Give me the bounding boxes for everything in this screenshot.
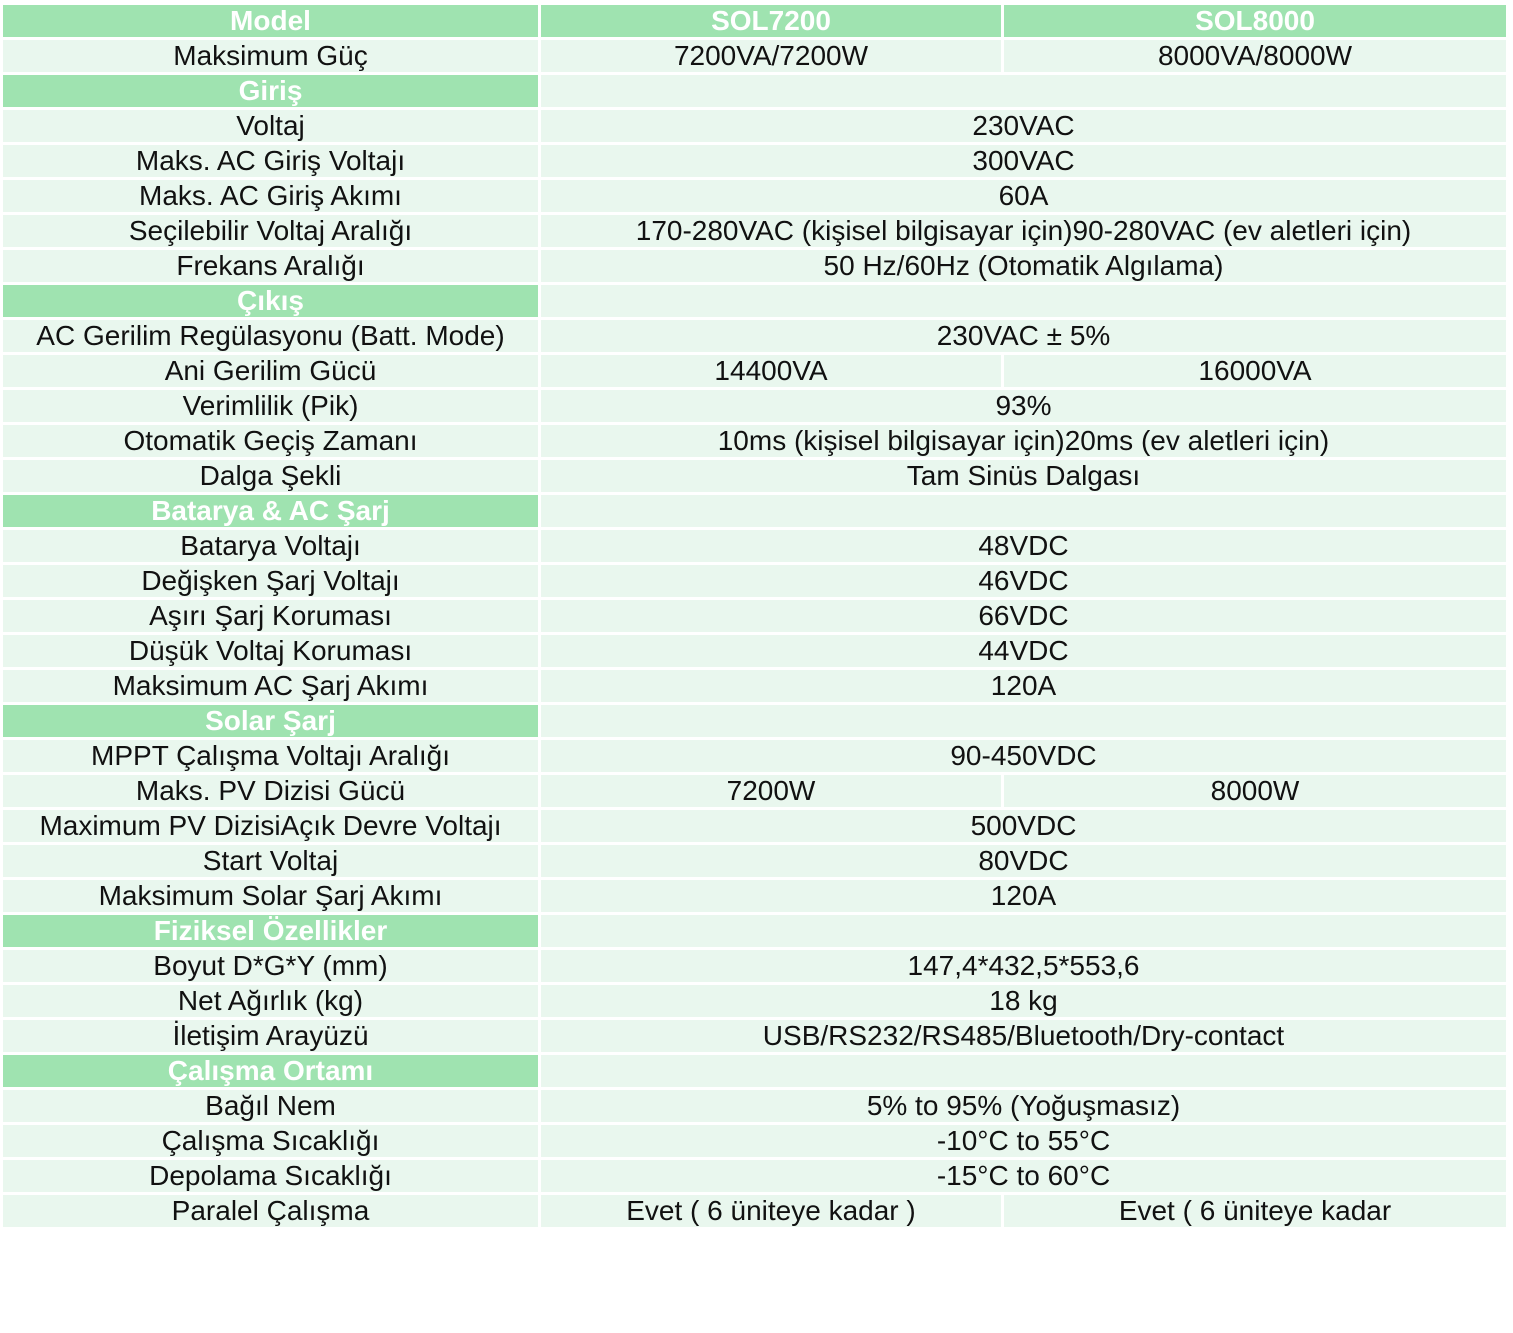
row-label: Paralel Çalışma	[3, 1195, 541, 1230]
row-value-sol7200: Evet ( 6 üniteye kadar )	[541, 1195, 1004, 1230]
row-value-sol7200: 14400VA	[541, 355, 1004, 390]
table-row	[3, 740, 1509, 775]
section-row	[3, 1055, 1509, 1090]
table-row	[3, 845, 1509, 880]
row-label: Seçilebilir Voltaj Aralığı	[3, 215, 541, 250]
table-row	[3, 985, 1509, 1020]
row-label: Verimlilik (Pik)	[3, 390, 541, 425]
row-label: Depolama Sıcaklığı	[3, 1160, 541, 1195]
table-row	[3, 810, 1509, 845]
section-spacer	[541, 75, 1509, 110]
row-label: MPPT Çalışma Voltajı Aralığı	[3, 740, 541, 775]
table-row	[3, 1090, 1509, 1125]
table-row	[3, 1160, 1509, 1195]
row-value-shared: 170-280VAC (kişisel bilgisayar için)90-280VAC (ev aletleri için)	[541, 215, 1509, 250]
row-value-shared: 44VDC	[541, 635, 1509, 670]
row-value-shared: Tam Sinüs Dalgası	[541, 460, 1509, 495]
row-value-shared: 18 kg	[541, 985, 1509, 1020]
table-row	[3, 40, 1509, 75]
section-row	[3, 495, 1509, 530]
section-title: Fiziksel Özellikler	[3, 915, 541, 950]
row-label: Maksimum Solar Şarj Akımı	[3, 880, 541, 915]
model-col2-header: SOL8000	[1004, 5, 1509, 40]
section-spacer	[541, 915, 1509, 950]
table-row	[3, 880, 1509, 915]
table-row	[3, 950, 1509, 985]
table-row	[3, 565, 1509, 600]
section-spacer	[541, 1055, 1509, 1090]
row-label: AC Gerilim Regülasyonu (Batt. Mode)	[3, 320, 541, 355]
row-value-shared: 5% to 95% (Yoğuşmasız)	[541, 1090, 1509, 1125]
row-value-shared: 46VDC	[541, 565, 1509, 600]
row-value-shared: 80VDC	[541, 845, 1509, 880]
row-label: Ani Gerilim Gücü	[3, 355, 541, 390]
row-value-sol8000: 8000VA/8000W	[1004, 40, 1509, 75]
row-label: Çalışma Sıcaklığı	[3, 1125, 541, 1160]
row-label: Dalga Şekli	[3, 460, 541, 495]
row-value-shared: 93%	[541, 390, 1509, 425]
row-value-shared: 230VAC	[541, 110, 1509, 145]
row-value-shared: -10°C to 55°C	[541, 1125, 1509, 1160]
spec-table	[3, 5, 1509, 1230]
table-row	[3, 215, 1509, 250]
row-label: Maximum PV DizisiAçık Devre Voltajı	[3, 810, 541, 845]
section-row	[3, 915, 1509, 950]
section-title: Giriş	[3, 75, 541, 110]
table-row	[3, 145, 1509, 180]
model-header: Model	[3, 5, 541, 40]
row-value-shared: -15°C to 60°C	[541, 1160, 1509, 1195]
table-row	[3, 670, 1509, 705]
row-value-shared: 120A	[541, 880, 1509, 915]
row-value-shared: USB/RS232/RS485/Bluetooth/Dry-contact	[541, 1020, 1509, 1055]
row-label: Maksimum AC Şarj Akımı	[3, 670, 541, 705]
row-value-shared: 300VAC	[541, 145, 1509, 180]
row-value-shared: 500VDC	[541, 810, 1509, 845]
model-col1-header: SOL7200	[541, 5, 1004, 40]
row-label: Boyut D*G*Y (mm)	[3, 950, 541, 985]
table-row	[3, 460, 1509, 495]
row-value-sol8000: Evet ( 6 üniteye kadar	[1004, 1195, 1509, 1230]
row-value-shared: 147,4*432,5*553,6	[541, 950, 1509, 985]
row-label: Batarya Voltajı	[3, 530, 541, 565]
row-label: Voltaj	[3, 110, 541, 145]
table-row	[3, 110, 1509, 145]
table-row	[3, 1195, 1509, 1230]
row-label: Frekans Aralığı	[3, 250, 541, 285]
row-label: Değişken Şarj Voltajı	[3, 565, 541, 600]
table-row	[3, 635, 1509, 670]
row-label: Aşırı Şarj Koruması	[3, 600, 541, 635]
row-label: Otomatik Geçiş Zamanı	[3, 425, 541, 460]
row-label: Maks. PV Dizisi Gücü	[3, 775, 541, 810]
table-row	[3, 250, 1509, 285]
table-row	[3, 425, 1509, 460]
row-label: Net Ağırlık (kg)	[3, 985, 541, 1020]
header-row	[3, 5, 1509, 40]
section-row	[3, 285, 1509, 320]
table-row	[3, 600, 1509, 635]
row-value-sol7200: 7200VA/7200W	[541, 40, 1004, 75]
row-value-shared: 66VDC	[541, 600, 1509, 635]
row-value-shared: 120A	[541, 670, 1509, 705]
row-label: Maks. AC Giriş Voltajı	[3, 145, 541, 180]
row-value-shared: 60A	[541, 180, 1509, 215]
section-row	[3, 705, 1509, 740]
row-label: İletişim Arayüzü	[3, 1020, 541, 1055]
row-label: Maksimum Güç	[3, 40, 541, 75]
table-row	[3, 1125, 1509, 1160]
table-row	[3, 180, 1509, 215]
section-title: Çıkış	[3, 285, 541, 320]
row-label: Düşük Voltaj Koruması	[3, 635, 541, 670]
section-row	[3, 75, 1509, 110]
table-row	[3, 775, 1509, 810]
table-row	[3, 320, 1509, 355]
section-title: Çalışma Ortamı	[3, 1055, 541, 1090]
section-spacer	[541, 705, 1509, 740]
row-label: Maks. AC Giriş Akımı	[3, 180, 541, 215]
row-value-shared: 230VAC ± 5%	[541, 320, 1509, 355]
row-value-sol7200: 7200W	[541, 775, 1004, 810]
row-label: Bağıl Nem	[3, 1090, 541, 1125]
row-value-sol8000: 16000VA	[1004, 355, 1509, 390]
row-value-sol8000: 8000W	[1004, 775, 1509, 810]
row-value-shared: 48VDC	[541, 530, 1509, 565]
section-spacer	[541, 495, 1509, 530]
row-label: Start Voltaj	[3, 845, 541, 880]
section-spacer	[541, 285, 1509, 320]
table-row	[3, 1020, 1509, 1055]
section-title: Solar Şarj	[3, 705, 541, 740]
row-value-shared: 50 Hz/60Hz (Otomatik Algılama)	[541, 250, 1509, 285]
table-row	[3, 390, 1509, 425]
spec-table-body	[3, 5, 1509, 1230]
table-row	[3, 355, 1509, 390]
row-value-shared: 10ms (kişisel bilgisayar için)20ms (ev aletleri için)	[541, 425, 1509, 460]
section-title: Batarya & AC Şarj	[3, 495, 541, 530]
row-value-shared: 90-450VDC	[541, 740, 1509, 775]
table-row	[3, 530, 1509, 565]
